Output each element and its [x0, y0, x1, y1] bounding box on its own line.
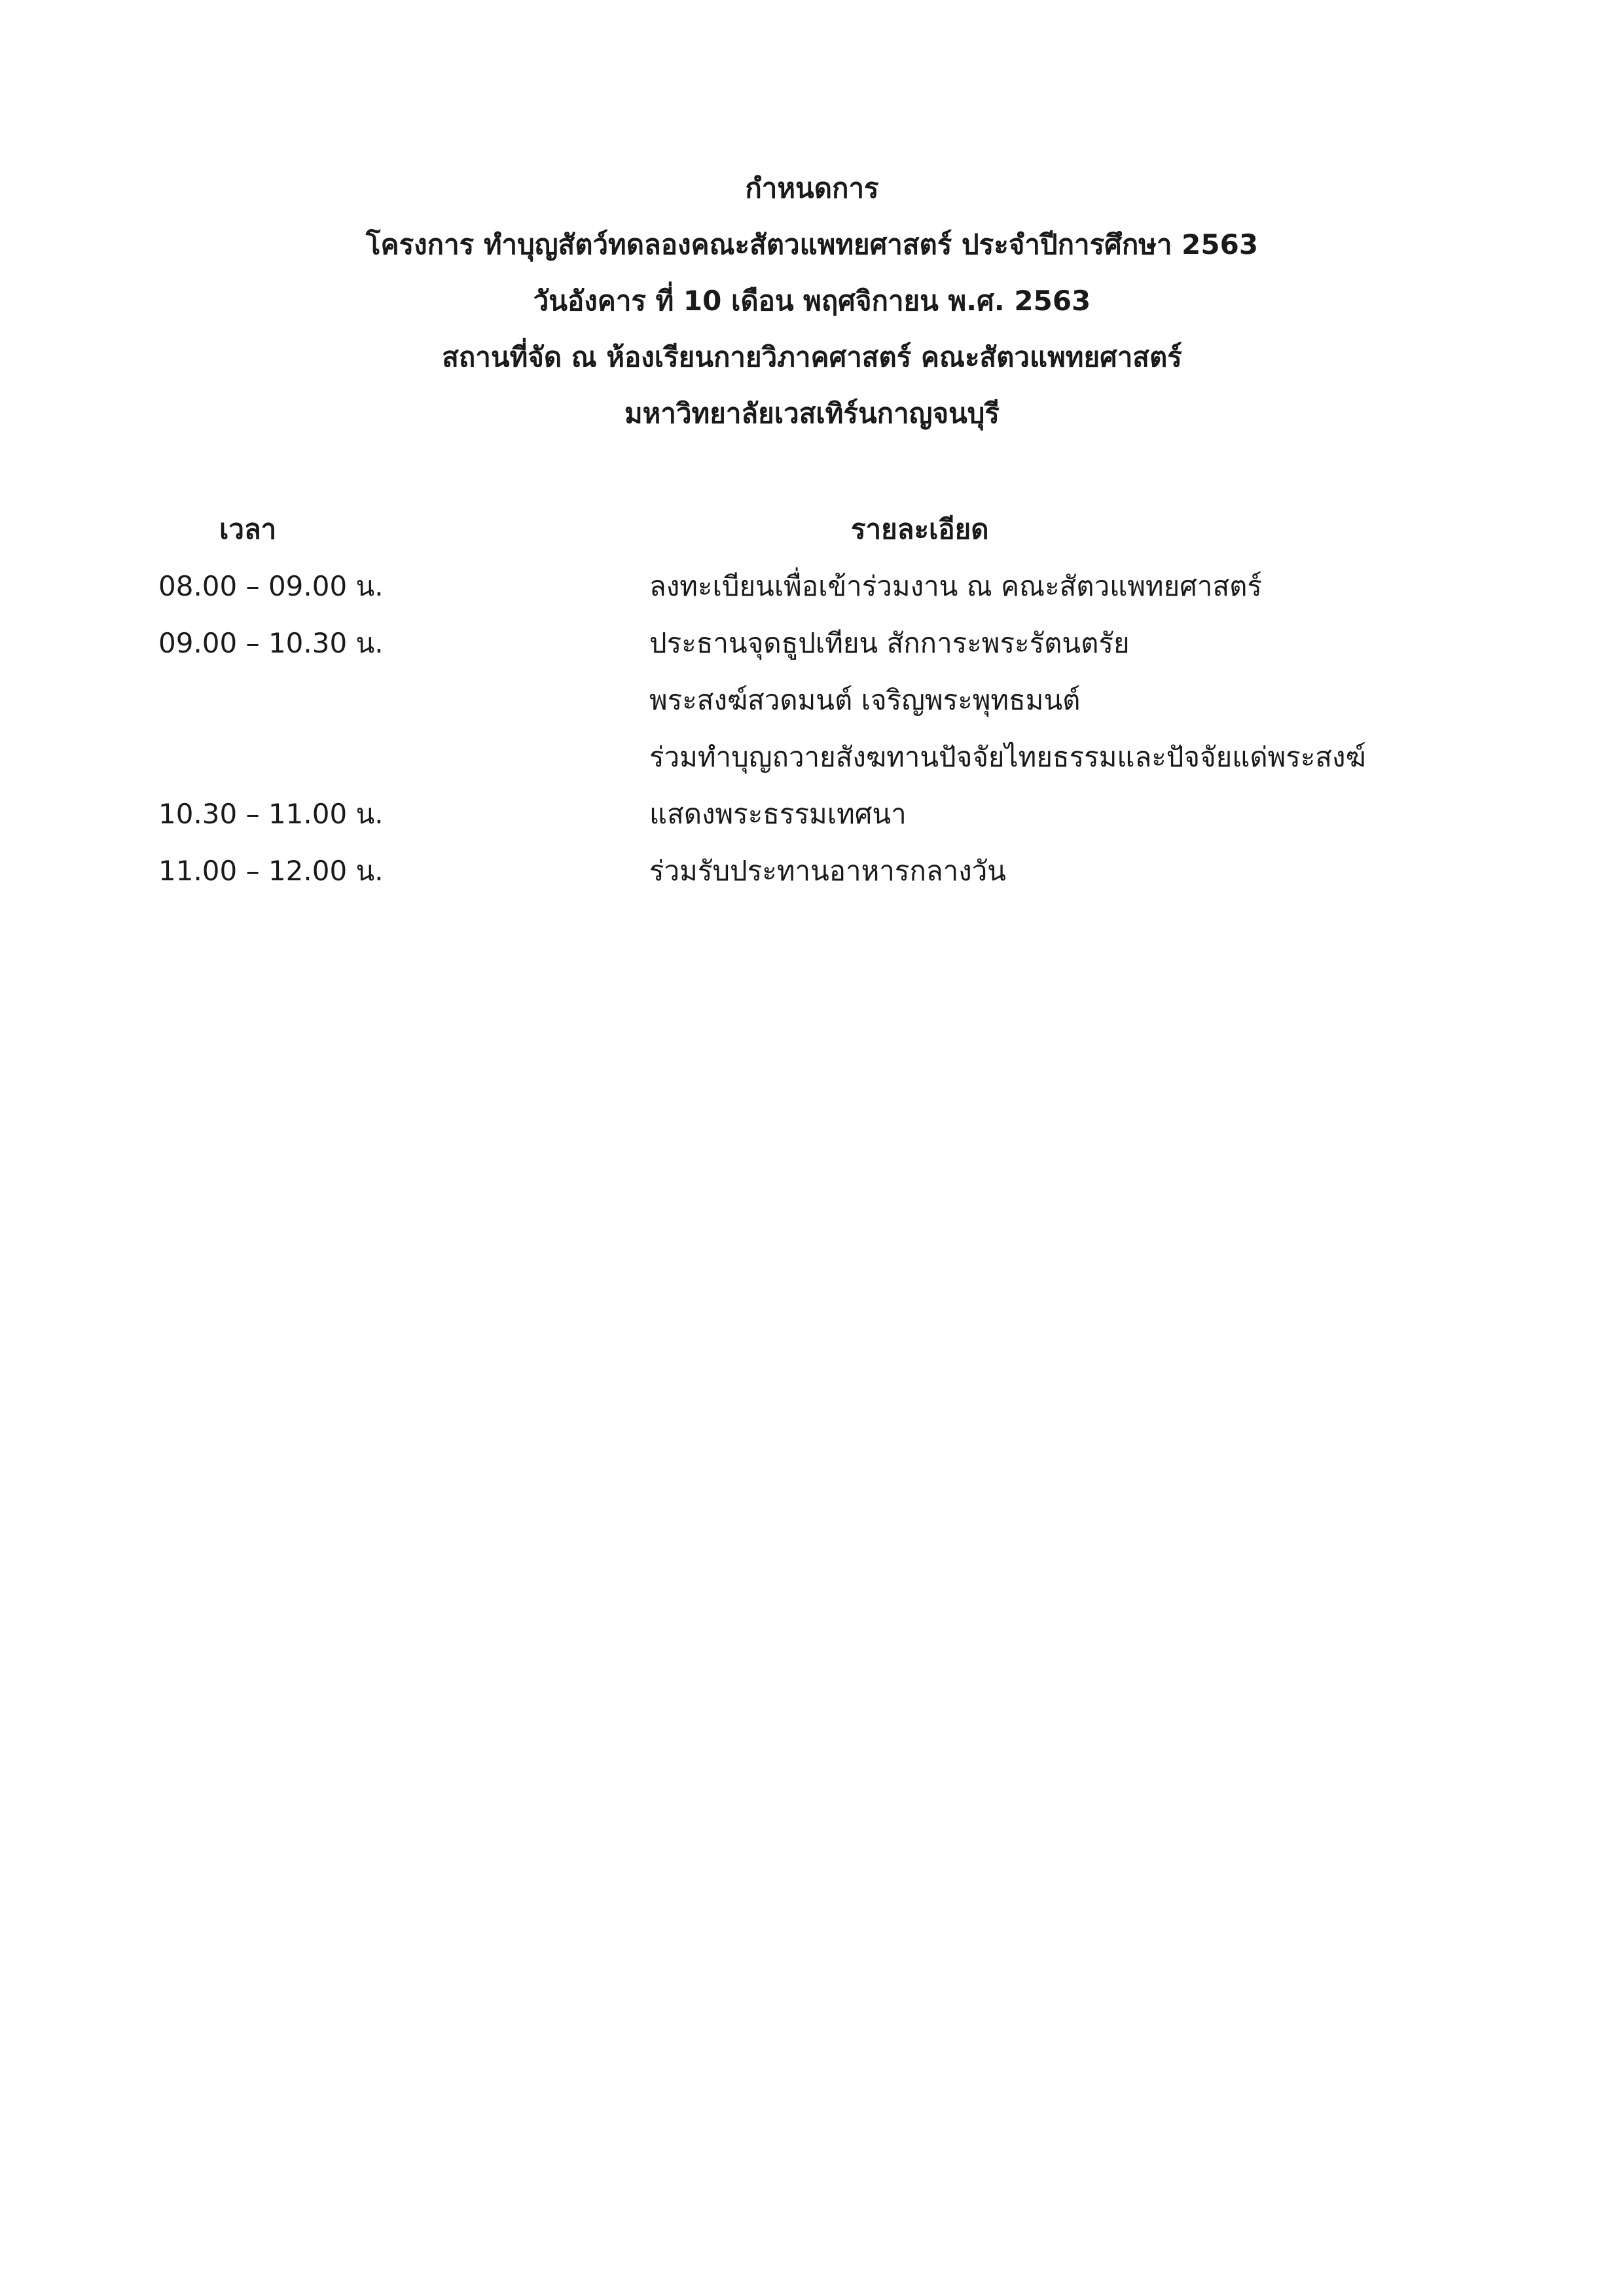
- schedule-row: [0, 785, 1624, 842]
- schedule-row: [0, 558, 1624, 615]
- schedule-time: 09.00 – 10.30 น.: [158, 627, 384, 659]
- schedule-row: [0, 728, 1624, 785]
- document-title: กำหนดการ: [745, 172, 879, 204]
- schedule-detail: ประธานจุดธูปเทียน สักการะพระรัตนตรัย: [649, 627, 1130, 659]
- schedule-detail: ลงทะเบียนเพื่อเข้าร่วมงาน ณ คณะสัตวแพทยศาสตร์: [649, 570, 1262, 602]
- project-name: โครงการ ทำบุญสัตว์ทดลองคณะสัตวแพทยศาสตร์ ประจำปีการศึกษา 2563: [365, 228, 1259, 260]
- schedule-detail: พระสงฆ์สวดมนต์ เจริญพระพุทธมนต์: [649, 684, 1081, 716]
- schedule-detail: ร่วมรับประทานอาหารกลางวัน: [649, 855, 1006, 887]
- schedule-row: [0, 615, 1624, 672]
- schedule-time: 10.30 – 11.00 น.: [158, 798, 384, 830]
- event-venue: สถานที่จัด ณ ห้องเรียนกายวิภาคศาสตร์ คณะสัตวแพทยศาสตร์: [442, 341, 1182, 373]
- schedule-detail: แสดงพระธรรมเทศนา: [649, 798, 907, 830]
- schedule-table: [0, 501, 1624, 899]
- university-name: มหาวิทยาลัยเวสเทิร์นกาญจนบุรี: [624, 397, 1000, 429]
- document-heading: [0, 160, 1624, 442]
- schedule-row: [0, 672, 1624, 728]
- schedule-detail: ร่วมทำบุญถวายสังฆทานปัจจัยไทยธรรมและปัจจัยแด่พระสงฆ์: [649, 741, 1366, 773]
- detail-column-header: รายละเอียด: [851, 513, 989, 545]
- time-column-header: เวลา: [219, 513, 277, 545]
- schedule-time: 11.00 – 12.00 น.: [158, 855, 384, 887]
- schedule-row: [0, 842, 1624, 899]
- schedule-header-row: [0, 501, 1624, 558]
- schedule-time: 08.00 – 09.00 น.: [158, 570, 384, 602]
- event-date: วันอังคาร ที่ 10 เดือน พฤศจิกายน พ.ศ. 2563: [533, 285, 1091, 317]
